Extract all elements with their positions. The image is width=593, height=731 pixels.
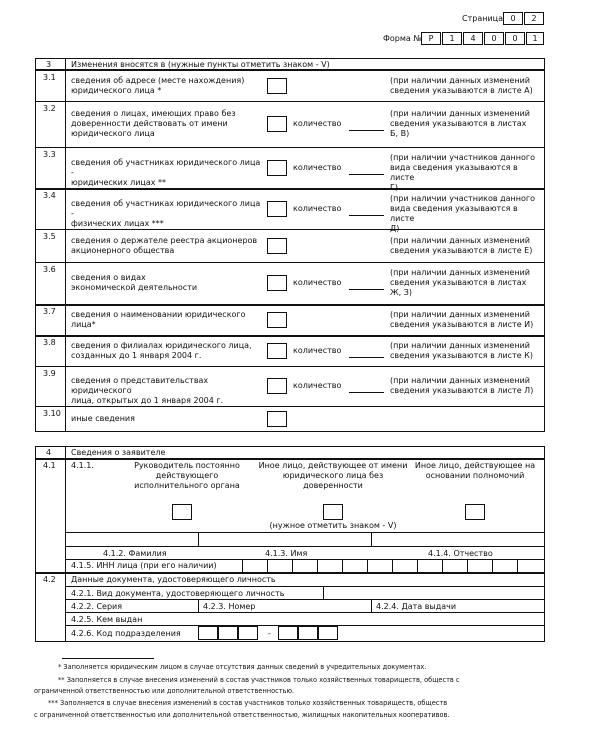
row-number: 3.5 xyxy=(43,232,56,241)
count-input[interactable] xyxy=(349,174,384,175)
row-number: 4.1 xyxy=(43,461,56,470)
row-checkbox[interactable] xyxy=(267,238,287,254)
row-label: сведения о представительствах юридического лица, открытых до 1 января 2004 г. xyxy=(71,376,224,405)
inn-cell[interactable] xyxy=(342,560,366,572)
row-checkbox[interactable] xyxy=(267,343,287,359)
divider xyxy=(65,546,545,547)
divider xyxy=(35,572,545,574)
count-label: количество xyxy=(293,203,342,213)
row-note: (при наличии участников данного вида сведения указываются в листе Г) xyxy=(390,152,536,192)
inn-cell[interactable] xyxy=(292,560,316,572)
row-checkbox[interactable] xyxy=(267,201,287,217)
division-code-cell[interactable] xyxy=(278,626,298,640)
option-label-head: Руководитель постоянно действующего исполнительного органа xyxy=(134,461,240,490)
count-input[interactable] xyxy=(349,130,384,131)
count-input[interactable] xyxy=(349,289,384,290)
divider xyxy=(35,147,545,148)
divider xyxy=(35,188,545,190)
count-label: количество xyxy=(293,381,342,390)
inn-cell[interactable] xyxy=(467,560,491,572)
row-label: сведения о видах экономической деятельности xyxy=(71,273,198,292)
form-digit: 0 xyxy=(484,32,504,45)
row-note: (при наличии участников данного вида сведения указываются в листе Д) xyxy=(390,193,536,233)
row-label: сведения о лицах, имеющих право без доверенности действовать от имени юридического лица xyxy=(71,109,236,138)
division-code-cell[interactable] xyxy=(198,626,218,640)
row-label: сведения об участниках юридического лица - юридических лицах ** xyxy=(71,157,261,187)
inn-cell[interactable] xyxy=(367,560,391,572)
section-title: Изменения вносятся в (нужные пункты отметить знаком - V) xyxy=(71,60,330,69)
divider xyxy=(198,532,199,546)
row-number: 3.3 xyxy=(43,150,56,159)
divider xyxy=(371,599,372,612)
inn-cell[interactable] xyxy=(317,560,341,572)
footnote-rule xyxy=(62,658,154,659)
division-code-cell[interactable] xyxy=(298,626,318,640)
page-digit: 2 xyxy=(524,12,544,25)
row-number: 3.4 xyxy=(43,191,56,200)
count-label: количество xyxy=(293,119,342,128)
doctype-label: 4.2.1. Вид документа, удостоверяющего личность xyxy=(71,589,285,598)
count-label: количество xyxy=(293,278,342,287)
divider xyxy=(35,304,545,306)
row-label: сведения о наименовании юридического лица* xyxy=(71,309,246,329)
row-label: иные сведения xyxy=(71,414,135,423)
option-label-other: Иное лицо, действующее от имени юридического лица без доверенности xyxy=(258,461,408,490)
divider xyxy=(198,599,199,612)
division-code-label: 4.2.6. Код подразделения xyxy=(71,629,181,638)
divider xyxy=(35,366,545,367)
form-digit: 4 xyxy=(463,32,483,45)
row-note: (при наличии данных изменений сведения указываются в листе К) xyxy=(390,340,533,360)
hint-text: (нужное отметить знаком - V) xyxy=(269,521,397,530)
row-checkbox[interactable] xyxy=(267,275,287,291)
row-note: (при наличии данных изменений сведения указываются в листах Б, В) xyxy=(390,109,530,138)
division-code-cell[interactable] xyxy=(218,626,238,640)
inn-cell[interactable] xyxy=(492,560,516,572)
row-checkbox[interactable] xyxy=(267,312,287,328)
footnote-1: * Заполняется юридическим лицом в случае отсутствия данных сведений в учредительных документах. xyxy=(58,663,427,671)
number-input[interactable] xyxy=(260,600,370,611)
row-label: сведения об участниках юридического лица - физических лицах *** xyxy=(71,198,261,228)
row-number: 3.2 xyxy=(43,104,56,113)
option-label-authorized: Иное лицо, действующее на основании полномочий xyxy=(414,461,536,480)
division-code-cell[interactable] xyxy=(238,626,258,640)
issue-date-input[interactable] xyxy=(455,600,544,611)
inn-cell[interactable] xyxy=(442,560,466,572)
form-digit: Р xyxy=(421,32,441,45)
row-number: 3.9 xyxy=(43,369,56,378)
form-digit: 1 xyxy=(442,32,462,45)
row-checkbox[interactable] xyxy=(267,411,287,427)
issued-by-label: 4.2.5. Кем выдан xyxy=(71,615,143,624)
form-digit: 0 xyxy=(505,32,525,45)
page-label: Страница xyxy=(462,14,504,23)
option-checkbox-authorized[interactable] xyxy=(465,504,485,520)
divider xyxy=(35,69,545,71)
inn-cell[interactable] xyxy=(242,560,266,572)
row-checkbox[interactable] xyxy=(267,78,287,94)
row-number: 3.10 xyxy=(43,409,61,418)
form-digit: 1 xyxy=(526,32,544,45)
page-digit: 0 xyxy=(503,12,523,25)
row-note: (при наличии данных изменений сведения указываются в листах Ж, З) xyxy=(390,268,530,297)
divider xyxy=(35,458,545,460)
row-number: 3.1 xyxy=(43,73,56,82)
row-note: (при наличии данных изменений сведения указываются в листе Л) xyxy=(390,376,534,395)
inn-cell[interactable] xyxy=(267,560,291,572)
row-note: (при наличии данных изменений сведения указываются в листе А) xyxy=(390,75,533,95)
section-number: 4 xyxy=(46,448,52,457)
row-note: (при наличии данных изменений сведения указываются в листе Е) xyxy=(390,235,533,255)
division-code-dash: - xyxy=(268,629,271,638)
footnote-3: *** Заполняется в случае внесения изменений в состав участников только хозяйственных товариществ, обществ xyxy=(48,699,448,707)
footnote-2: ** Заполняется в случае внесения изменений в состав участников только хозяйственных товариществ, обществ с xyxy=(58,676,460,684)
row-label: сведения об адресе (месте нахождения) юридического лица * xyxy=(71,75,245,95)
row-number: 3.8 xyxy=(43,338,56,347)
footnote-2-cont: ограниченной ответственностью или дополнительной ответственностью. xyxy=(34,687,295,695)
patronymic-label: 4.1.4. Отчество xyxy=(428,549,493,558)
row-number: 3.7 xyxy=(43,307,56,316)
row-checkbox[interactable] xyxy=(267,160,287,176)
divider xyxy=(35,101,545,102)
issued-by-input[interactable] xyxy=(140,613,544,624)
divider xyxy=(35,262,545,263)
option-checkbox-other[interactable] xyxy=(323,504,343,520)
section-number: 3 xyxy=(46,60,52,69)
division-code-cell[interactable] xyxy=(318,626,338,640)
inn-cell[interactable] xyxy=(417,560,441,572)
doc-section-title: Данные документа, удостоверяющего личность xyxy=(71,575,276,584)
divider xyxy=(35,229,545,230)
divider xyxy=(35,335,545,337)
divider xyxy=(35,406,545,407)
footnote-3-cont: с ограниченной ответственностью или дополнительной ответственностью, жилищных накопительных кооперативов. xyxy=(34,711,450,719)
inn-cell[interactable] xyxy=(517,560,541,572)
row-label: сведения о филиалах юридического лица, созданных до 1 января 2004 г. xyxy=(71,340,252,360)
subfield-number: 4.1.1. xyxy=(71,461,94,470)
form-label: Форма № xyxy=(383,34,422,43)
count-label: количество xyxy=(293,162,342,172)
row-checkbox[interactable] xyxy=(267,116,287,132)
surname-label: 4.1.2. Фамилия xyxy=(103,549,167,558)
divider xyxy=(371,532,372,546)
series-label: 4.2.2. Серия xyxy=(71,602,123,611)
name-label: 4.1.3. Имя xyxy=(265,549,308,558)
count-input[interactable] xyxy=(349,357,384,358)
inn-label: 4.1.5. ИНН лица (при его наличии) xyxy=(71,561,217,570)
count-input[interactable] xyxy=(349,392,384,393)
row-number: 3.6 xyxy=(43,265,56,274)
row-note: (при наличии данных изменений сведения указываются в листе И) xyxy=(390,309,534,329)
fio-input-row[interactable] xyxy=(66,533,544,545)
series-input[interactable] xyxy=(132,600,198,611)
row-label: сведения о держателе реестра акционеров акционерного общества xyxy=(71,235,258,255)
count-input[interactable] xyxy=(349,215,384,216)
option-checkbox-head[interactable] xyxy=(172,504,192,520)
count-label: количество xyxy=(293,345,342,355)
number-label: 4.2.3. Номер xyxy=(203,602,256,611)
divider xyxy=(65,58,66,432)
inn-cell[interactable] xyxy=(392,560,416,572)
section-title: Сведения о заявителе xyxy=(71,448,166,457)
issue-date-label: 4.2.4. Дата выдачи xyxy=(376,602,457,611)
row-checkbox[interactable] xyxy=(267,378,287,394)
doctype-input[interactable] xyxy=(324,587,544,598)
row-number: 4.2 xyxy=(43,575,56,584)
